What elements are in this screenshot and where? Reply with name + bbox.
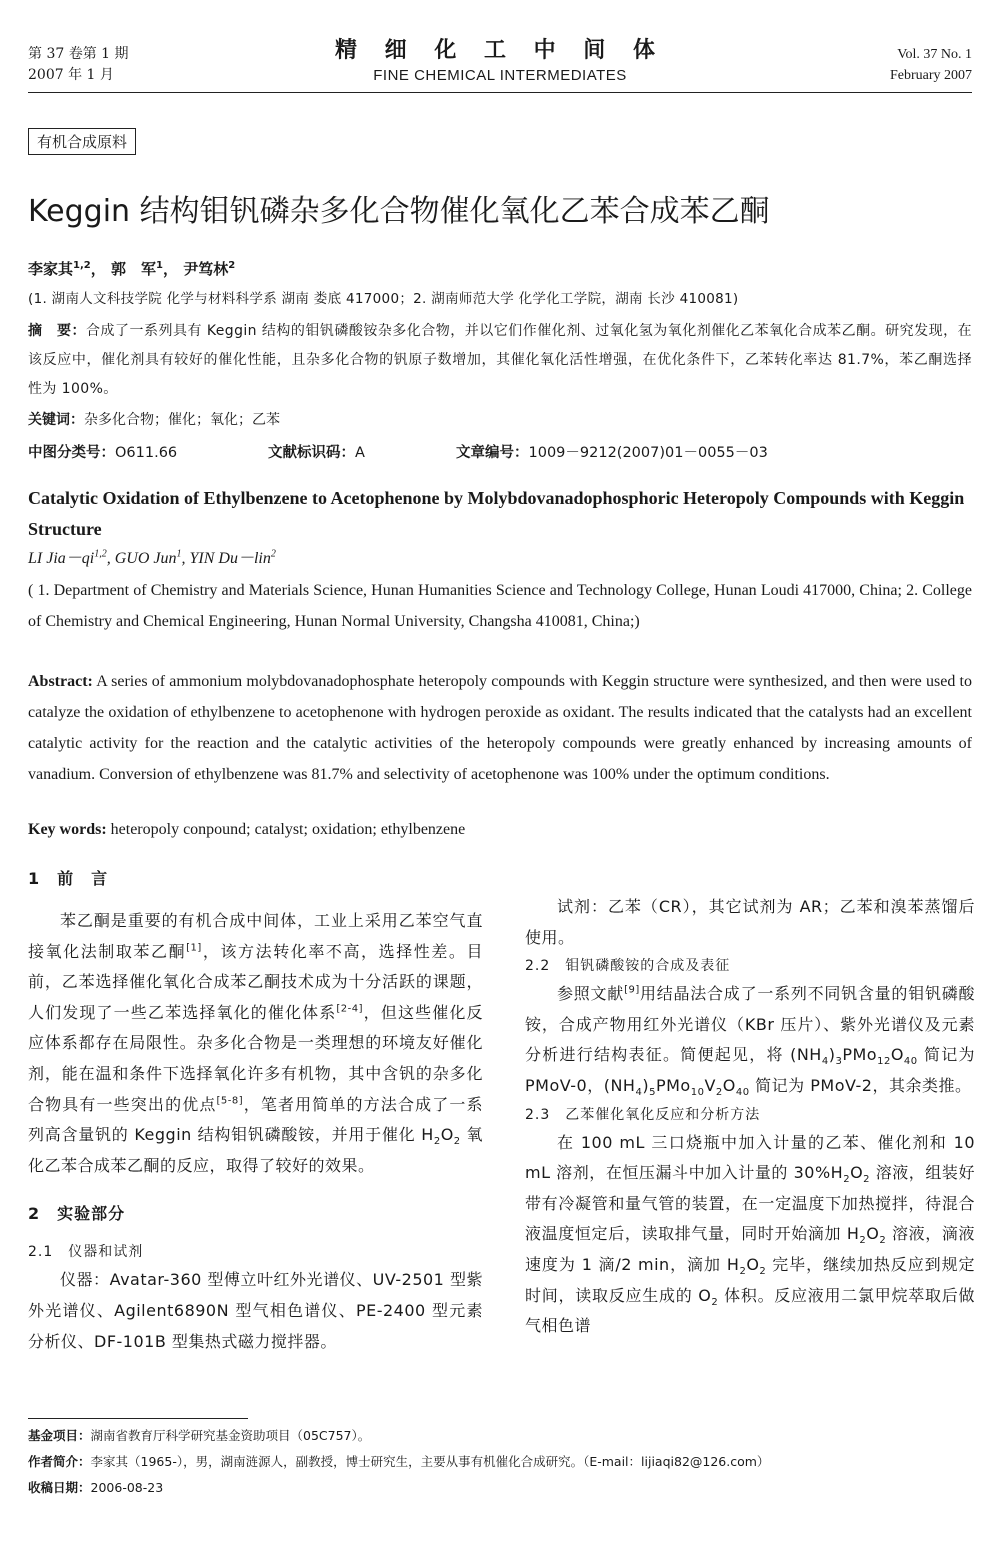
issue-cn: 第 37 卷第 1 期 [28, 46, 129, 62]
subscript: 2 [739, 1266, 747, 1278]
section-1-heading: 1 前 言 [28, 869, 109, 888]
text-run: O [850, 1163, 864, 1183]
subscript: 2 [843, 1174, 851, 1186]
author-1-en-sup: 1,2 [94, 548, 107, 560]
clc-code [28, 441, 177, 465]
text-run: ，笔者用简单的方法合成了一系列高含量钒的 Keggin 结构钼钒磷酸铵，并用于催化 H [28, 1094, 483, 1145]
text-run: ，该方法转化率不高，选择性差。目前，乙苯选择催化氧化合成苯乙酮技术成为十分活跃的课题，人们发现了一些乙苯选择氧化的催化体系 [28, 941, 483, 1022]
subscript: 3 [835, 1056, 843, 1068]
author-3-sup: 2 [228, 260, 236, 271]
text-run: 溶液，组装好带有冷凝管和量气管的装置，在一定温度下加热搅拌，待混合液温度恒定后，读取排气量，同时开始滴加 H [525, 1163, 975, 1244]
text-run: 在 100 mL 三口烧瓶中加入计量的乙苯、催化剂和 10 mL 溶剂，在恒压漏斗中加入计量的 30%H [525, 1132, 975, 1183]
abstract-cn-text: 合成了一系列具有 Keggin 结构的钼钒磷酸铵杂多化合物，并以它们作催化剂、过氧化氢为氧化剂催化乙苯氧化合成苯乙酮。研究发现，在该反应中，催化剂具有较好的催化性能，且杂多化合物的钒原子数增加，其催化氧化活性增强，在优化条件下，乙苯转化率达 81.7%，苯乙酮选择性为 100%。 [28, 323, 972, 397]
text-run: ) [828, 1045, 836, 1065]
authors-en: LI Jia－qi$^{1,2}$, GUO Jun$^1$, YIN Du－lin$^2$ [28, 548, 276, 567]
abstract-en-text: A series of ammonium molybdovanadophosphate heteropoly compounds with Keggin structure were synthesized, and then were used to catalyze the oxidation of ethylbenzene to acetophenone with hydrogen peroxide as oxidant. The results indicated that the catalysts had an excellent catalytic activity for the reaction and the catalytic activities of the heteropoly compounds were greatly enhanced by increasing amounts of vanadium. Conversion of ethylbenzene was 81.7% and selectivity of acetophenone was 100% under the optimum conditions. [28, 673, 972, 783]
body-left-column [28, 864, 483, 1357]
title-en: Catalytic Oxidation of Ethylbenzene to Acetophenone by Molybdovanadophosphoric Heteropoly Compounds with Keggin Structure [28, 488, 965, 539]
subscript: 2 [859, 1235, 867, 1247]
author-2-sup: 1 [155, 260, 163, 271]
subscript: 2 [879, 1235, 887, 1247]
keywords-cn-label: 关键词： [28, 412, 84, 428]
volume-en: Vol. 37 No. 1 [897, 47, 972, 62]
text-run: 完毕，继续加热反应到规定时间，读取反应生成的 O [525, 1254, 975, 1305]
text-run: PMo [842, 1045, 878, 1065]
footnote-rule [28, 1418, 248, 1419]
section-2-2-paragraph [525, 979, 975, 1101]
text-run: ) [642, 1075, 650, 1095]
subscript: 12 [877, 1056, 891, 1068]
doc-code [268, 441, 365, 465]
keywords-en-label: Key words: [28, 821, 107, 838]
author-3-en: YIN Du－lin [189, 550, 271, 567]
fund-label: 基金项目： [28, 1428, 91, 1443]
text-run: 苯乙酮是重要的有机合成中间体，工业上采用乙苯空气直接氧化法制取苯乙酮 [28, 911, 483, 961]
text-run: PMo [655, 1075, 691, 1095]
subscript: 2 [453, 1136, 461, 1148]
author-2-cn: 郭 军 [110, 260, 156, 278]
subscript: 2 [759, 1266, 767, 1278]
text-run: 溶液，滴液速度为 1 滴/2 min，滴加 H [525, 1224, 975, 1274]
journal-title-cn: 精 细 化 工 中 间 体 [335, 38, 665, 63]
subscript: 4 [821, 1056, 829, 1068]
text-run: O [866, 1224, 880, 1244]
citation: [9] [624, 984, 640, 996]
subscript: 10 [690, 1087, 705, 1099]
classification-row [28, 441, 972, 465]
subscript: 2 [711, 1296, 719, 1308]
abstract-cn-label: 摘 要： [28, 323, 86, 339]
header-rule [28, 92, 972, 93]
keywords-en-text: heteropoly conpound; catalyst; oxidation; ethylbenzene [110, 821, 466, 838]
subscript: 5 [649, 1087, 656, 1099]
author-2-en-sup: 1 [176, 548, 182, 560]
column-tag: 有机合成原料 [28, 128, 136, 155]
text-run: 体积。反应液用二氯甲烷萃取后做气相色谱 [525, 1285, 975, 1336]
journal-title-en: FINE CHEMICAL INTERMEDIATES [373, 67, 627, 84]
abstract-en [28, 666, 972, 790]
fund-text: 湖南省教育厅科学研究基金资助项目（05C757）。 [90, 1428, 371, 1443]
reagents-paragraph: 试剂：乙苯（CR），其它试剂为 AR；乙苯和溴苯蒸馏后使用。 [525, 897, 975, 947]
clc-value: O611.66 [115, 445, 178, 461]
author-bio-text: 李家其（1965-），男，湖南涟源人，副教授，博士研究生，主要从事有机催化合成研究。（E-mail：lijiaqi82@126.com） [90, 1454, 770, 1469]
header-right [890, 44, 972, 86]
keywords-cn [28, 408, 972, 432]
text-run: O [722, 1075, 736, 1095]
date-cn: 2007 年 1 月 [28, 67, 114, 83]
article-number [456, 441, 768, 465]
section-2-1-heading: 2.1 仪器和试剂 [28, 1244, 144, 1261]
text-run: 参照文献 [557, 984, 625, 1004]
text-run: 氧化乙苯合成苯乙酮的反应，取得了较好的效果。 [28, 1125, 483, 1175]
author-2-en: GUO Jun [114, 550, 177, 567]
date-en: February 2007 [889, 68, 972, 83]
body-right-column [525, 864, 975, 1342]
section-2-2-heading: 2.2 钼钒磷酸铵的合成及表征 [525, 958, 731, 975]
citation: [2-4] [336, 1003, 364, 1015]
text-run: V [704, 1075, 716, 1095]
author-1-cn: 李家其 [28, 260, 74, 278]
text-run: O [890, 1045, 904, 1065]
art-label: 文章编号： [456, 445, 529, 461]
citation: [1] [186, 942, 202, 954]
received-label: 收稿日期： [28, 1480, 91, 1495]
doc-label: 文献标识码： [268, 445, 355, 461]
received-date: 2006-08-23 [90, 1480, 164, 1495]
abstract-en-label: Abstract: [28, 673, 93, 690]
affiliation-en: ( 1. Department of Chemistry and Materials Science, Hunan Humanities Science and Technology College, Hunan Loudi 417000, China; 2. College of Chemistry and Chemical Engineering, Hunan Normal University, Changsha 410081, China;) [28, 582, 972, 630]
art-value: 1009－9212(2007)01－0055－03 [528, 445, 768, 461]
text-run: O [440, 1125, 454, 1145]
section-2-3-paragraph [525, 1128, 975, 1342]
subscript: 2 [433, 1136, 441, 1148]
title-cn: Keggin 结构钼钒磷杂多化合物催化氧化乙苯合成苯乙酮 [28, 194, 770, 229]
keywords-en [28, 818, 972, 842]
author-3-en-sup: 2 [270, 548, 276, 560]
author-1-en: LI Jia－qi [28, 550, 95, 567]
doc-value: A [355, 445, 365, 461]
citation: [5-8] [216, 1095, 244, 1107]
text-run: 简记为 PMoV-0，(NH [525, 1045, 975, 1095]
text-run: ，但这些催化反应体系都存在局限性。杂多化合物是一类理想的环境友好催化剂，能在温和条件下选择氧化许多有机物，其中含钒的杂多化合物具有一些突出的优点 [28, 1002, 483, 1114]
header-center [0, 37, 1000, 87]
footnote-author [28, 1452, 972, 1472]
section-1-paragraph [28, 906, 483, 1181]
author-1-sup: 1,2 [73, 260, 91, 271]
subscript: 4 [635, 1087, 643, 1099]
text-run: 简记为 PMoV-2，其余类推。 [749, 1075, 972, 1095]
text-run: O [746, 1254, 760, 1274]
keywords-cn-text: 杂多化合物；催化；氧化；乙苯 [84, 412, 280, 428]
subscript: 2 [863, 1174, 871, 1186]
section-2-heading: 2 实验部分 [28, 1204, 126, 1224]
clc-label: 中图分类号： [28, 445, 115, 461]
author-3-cn: 尹笃林 [183, 260, 229, 278]
subscript: 40 [903, 1056, 918, 1068]
subscript: 40 [735, 1087, 750, 1099]
subscript: 2 [715, 1087, 723, 1099]
affiliation-cn: (1. 湖南人文科技学院 化学与材料科学系 湖南 娄底 417000；2. 湖南师范大学 化学化工学院，湖南 长沙 410081) [28, 291, 739, 307]
authors-cn: 李家其$^{1,2}$， 郭 军$^1$， 尹笃林$^2$ [28, 260, 236, 278]
footnote-received [28, 1478, 972, 1498]
section-2-1-paragraph: 仪器：Avatar-360 型傅立叶红外光谱仪、UV-2501 型紫外光谱仪、Agilent6890N 型气相色谱仪、PE-2400 型元素分析仪、DF-101B 型集热式磁力搅拌器。 [28, 1270, 483, 1351]
text-run: 用结晶法合成了一系列不同钒含量的钼钒磷酸铵，合成产物用红外光谱仪（KBr 压片）、紫外光谱仪及元素分析进行结构表征。简便起见，将 (NH [525, 984, 975, 1065]
abstract-cn [28, 317, 972, 404]
author-bio-label: 作者简介： [28, 1454, 91, 1469]
footnote-fund [28, 1426, 972, 1446]
section-2-3-heading: 2.3 乙苯催化氧化反应和分析方法 [525, 1106, 761, 1123]
